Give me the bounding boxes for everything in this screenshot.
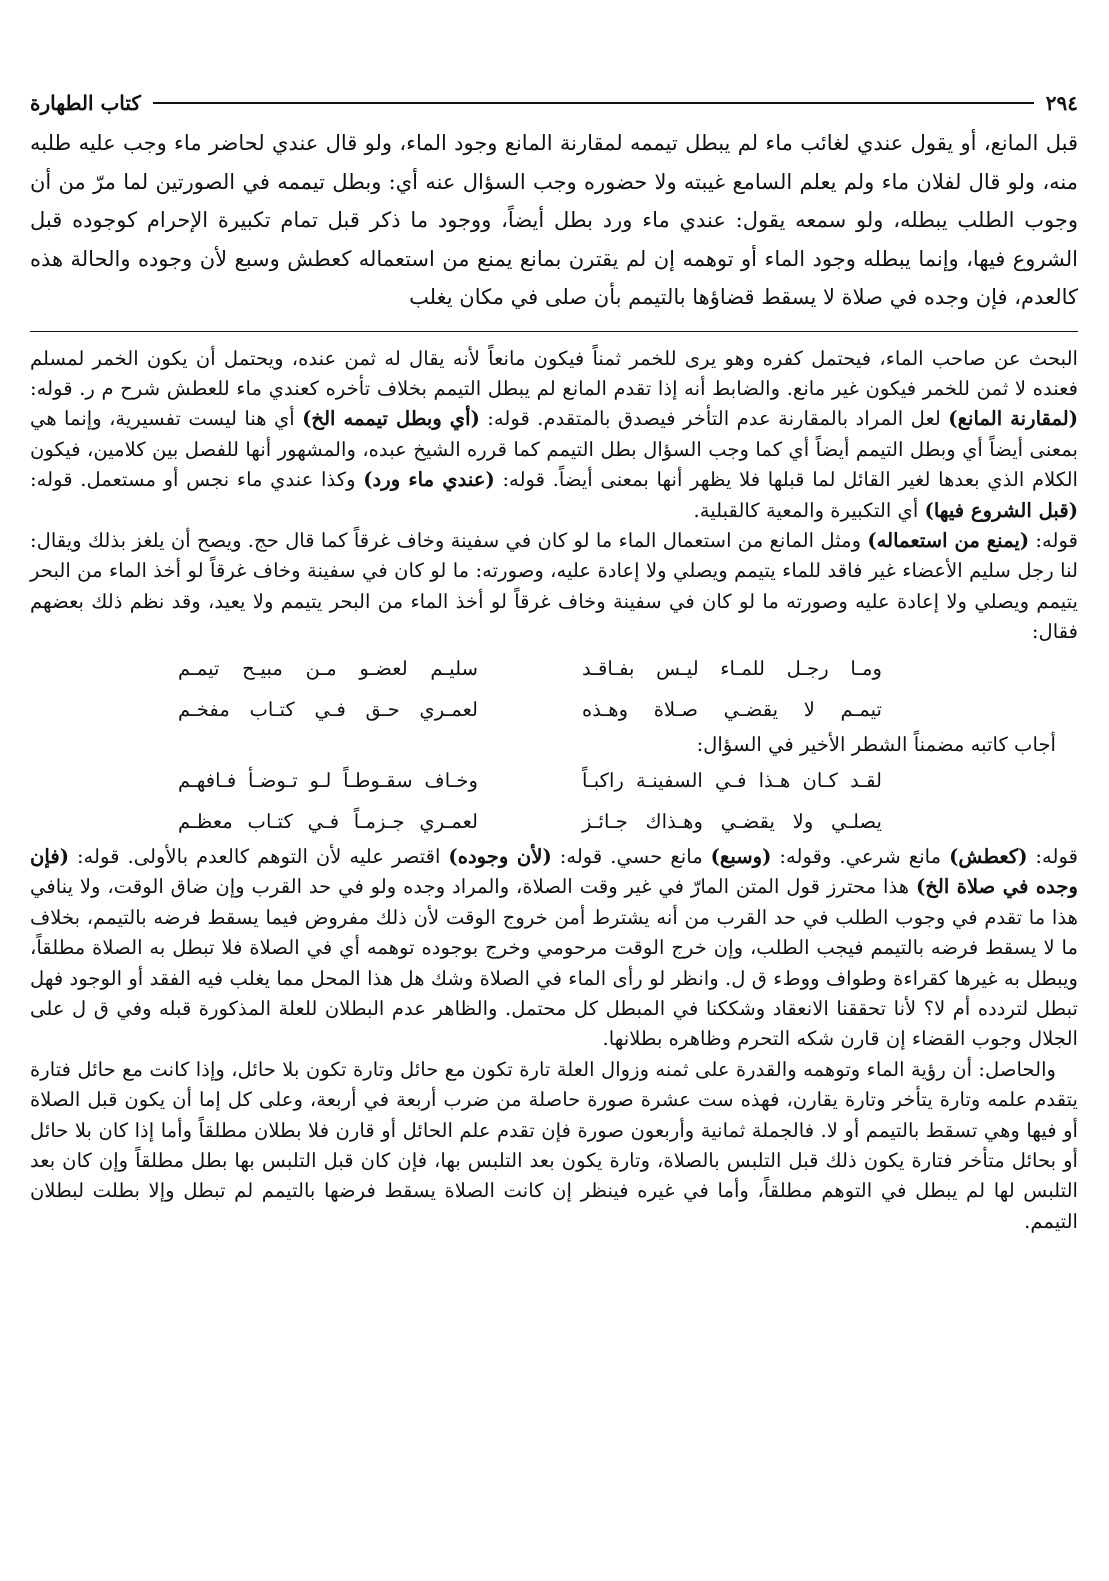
comm-quote: (لمقارنة المانع) bbox=[948, 407, 1079, 431]
verse-first-hemistich: ومـا رجـل للمـاء ليـس بفـاقـد bbox=[582, 656, 882, 680]
comm-text: قوله: bbox=[1027, 844, 1078, 868]
verse-first-hemistich: يصلـي ولا يقضـي وهـذاك جـائـز bbox=[582, 809, 882, 833]
header-rule bbox=[153, 102, 1034, 104]
comm-text: ومثل المانع من استعمال الماء ما لو كان في سفينة وخاف غرقاً كما قال حج. ويصح أن يلغز بذلك ويقال: لنا رجل سليم الأعضاء غير فاقد للماء يتيمم ويصلي ولا إعادة عليه، وصورته: ما لو كان في سفينة وخاف غرقاً لو أخذ الماء من البحر يتيمم ويصلي ولا إعادة عليه وصورته ما لو كان في سفينة وخاف غرقاً لو أخذ الماء من البحر يتيمم ولا يعيد، وقد نظم ذلك بعضهم فقال: bbox=[30, 528, 1078, 644]
page-number: ٢٩٤ bbox=[1045, 91, 1078, 115]
comm-quote: (قبل الشروع فيها) bbox=[924, 498, 1078, 522]
comm-quote: (عندي ماء ورد) bbox=[363, 468, 495, 492]
comm-text: وكذا عندي ماء نجس أو مستعمل. قوله: bbox=[30, 468, 364, 492]
comm-text: لعل المراد بالمقارنة عدم التأخر فيصدق بالمتقدم. قوله: bbox=[479, 407, 949, 431]
verse-first-hemistich: لقـد كـان هـذا فـي السفينـة راكبـاً bbox=[582, 768, 882, 792]
main-text: قبل المانع، أو يقول عندي لغائب ماء لم يبطل تيممه لمقارنة المانع وجود الماء، ولو قال عندي لحاضر ماء وجب عليه طلبه منه، ولو قال لفلان ماء ولم يعلم السامع غيبته ولا حضوره وجب السؤال عنه أي: وبطل تيممه في الصورتين لما مرّ من أن وجوب الطلب يبطله، ولو سمعه يقول: عندي ماء ورد بطل أيضاً، ووجود ما ذكر قبل تمام تكبيرة الإحرام كوجوده قبل الشروع فيها، وإنما يبطله وجود الماء أو توهمه إن لم يقترن بمانع يمنع من استعماله كعطش وسبع لأن وجوده والحالة هذه كالعدم، فإن وجده في صلاة لا يسقط قضاؤها بالتيمم بأن صلى في مكان يغلب bbox=[30, 131, 1078, 309]
page-header bbox=[30, 86, 1078, 120]
answer-intro: أجاب كاتبه مضمناً الشطر الأخير في السؤال: bbox=[696, 732, 1056, 756]
commentary-paragraph-3 bbox=[30, 842, 1078, 1055]
comm-text: البحث عن صاحب الماء، فيحتمل كفره وهو يرى للخمر ثمناً فيكون مانعاً لأنه يقال له ثمن عنده، ويحتمل أن يكون الخمر لمسلم فعنده لا ثمن للخمر فيكون غير مانع. والضابط أنه إذا تقدم المانع لم يبطل التيمم بخلاف تأخره كعندي ماء للعطش شرح م ر. قوله: bbox=[30, 346, 1078, 400]
poem-verse bbox=[30, 648, 1078, 689]
comm-text: اقتصر عليه لأن التوهم كالعدم بالأولى. قوله: bbox=[69, 844, 449, 868]
comm-text: أي هنا ليست تفسيرية، وإنما هي بمعنى أيضاً أي وبطل التيمم أيضاً أي كما وجب السؤال بطل التيمم كما قرره الشيخ عبده، والمشهور أنها للفصل بين كلامين، فيكون الكلام الذي بعدها لغير القائل لما قبلها فلا يظهر أنها بمعنى أيضاً. قوله: bbox=[30, 407, 1078, 492]
book-title: كتاب الطهارة bbox=[30, 91, 141, 115]
comm-text: مانع حسي. قوله: bbox=[551, 844, 711, 868]
comm-quote: (لأن وجوده) bbox=[448, 844, 552, 868]
comm-quote: (وسبع) bbox=[710, 844, 772, 868]
commentary-block bbox=[30, 344, 1078, 1238]
comm-quote: (يمنع من استعماله) bbox=[867, 528, 1030, 552]
commentary-paragraph-2 bbox=[30, 526, 1078, 648]
verse-second-hemistich: سليـم لعضـو مـن مبيـح تيمـم bbox=[178, 656, 478, 680]
commentary-paragraph-4: والحاصل: أن رؤية الماء وتوهمه والقدرة على ثمنه وزوال العلة تارة تكون مع حائل وتارة تكون بلا حائل، وإذا كانت مع حائل فتارة يتقدم علمه وتارة يتأخر وتارة يقارن، فهذه ست عشرة صورة حاصلة من ضرب أربعة في أربعة، وعلى كل إما أن يكون قبل الصلاة أو فيها وهي تسقط بالتيمم أو لا. فالجملة ثمانية وأربعون صورة فإن تقدم علم الحائل أو قارن فلا بطلان مطلقاً وأما إذا كان بلا حائل أو بحائل متأخر فتارة يكون ذلك قبل التلبس بالصلاة، وتارة يكون بعد التلبس بها، فإن كان قبل التلبس بها بطل مطلقاً وإن كان بعد التلبس لها لم يبطل في التوهم مطلقاً، وأما في غيره فينظر إن كانت الصلاة يسقط فرضها بالتيمم لم تبطل وإلا بطلت لبطلان التيمم. bbox=[30, 1057, 1078, 1233]
comm-text: قوله: bbox=[1029, 528, 1078, 552]
verse-first-hemistich: تيمـم لا يقضـي صـلاة وهـذه bbox=[582, 697, 882, 721]
comm-quote: (فإن وجده في صلاة الخ) bbox=[30, 844, 1078, 899]
comm-text: هذا محترز قول المتن المارّ في غير وقت الصلاة، والمراد وجده ولو في حد القرب وإن ضاق الوقت، ولا ينافي هذا ما تقدم في وجوب الطلب في حد القرب من أنه يشترط أمن خروج الوقت لأن ذلك مفروض فيما يسقط فرضه بالتيمم، بخلاف ما لا يسقط فرضه بالتيمم فيجب الطلب، وإن خرج الوقت مرحومي وخرج بوجوده توهمه أي في الصلاة فلا تبطل به الصلاة مطلقاً، ويبطل به غيرها كقراءة وطواف ووطء ق ل. وانظر لو رأى الماء في الصلاة وشك هل هذا المحل مما يغلب فيه الفقد أو الوجود فهل تبطل لتردده أم لا؟ لأنا تحققنا الانعقاد وشككنا في المبطل كل محتمل. والظاهر عدم البطلان للعلة المذكورة قبله وفي ق ل على الجلال وجوب القضاء إن قارن شكه التحرم وظاهره بطلانها. bbox=[30, 875, 1078, 1051]
comm-text: مانع شرعي. وقوله: bbox=[771, 844, 950, 868]
book-page bbox=[30, 86, 1078, 1237]
verse-second-hemistich: وخـاف سقـوطـاً لـو تـوضـأ فـافهـم bbox=[178, 768, 478, 792]
commentary-paragraph-1 bbox=[30, 344, 1078, 526]
comm-quote: (كعطش) bbox=[949, 844, 1028, 868]
verse-second-hemistich: لعمـري حـق فـي كتـاب مفخـم bbox=[178, 697, 478, 721]
poem-verse bbox=[30, 760, 1078, 801]
comm-quote: (أي وبطل تيممه الخ) bbox=[302, 407, 480, 431]
verse-second-hemistich: لعمـري جـزمـاً فـي كتـاب معظـم bbox=[178, 809, 478, 833]
poem-verse bbox=[30, 689, 1078, 730]
main-text-block bbox=[30, 124, 1078, 317]
footnote-divider bbox=[30, 331, 1078, 332]
poem-verse bbox=[30, 801, 1078, 842]
comm-text: أي التكبيرة والمعية كالقبلية. bbox=[693, 498, 925, 522]
